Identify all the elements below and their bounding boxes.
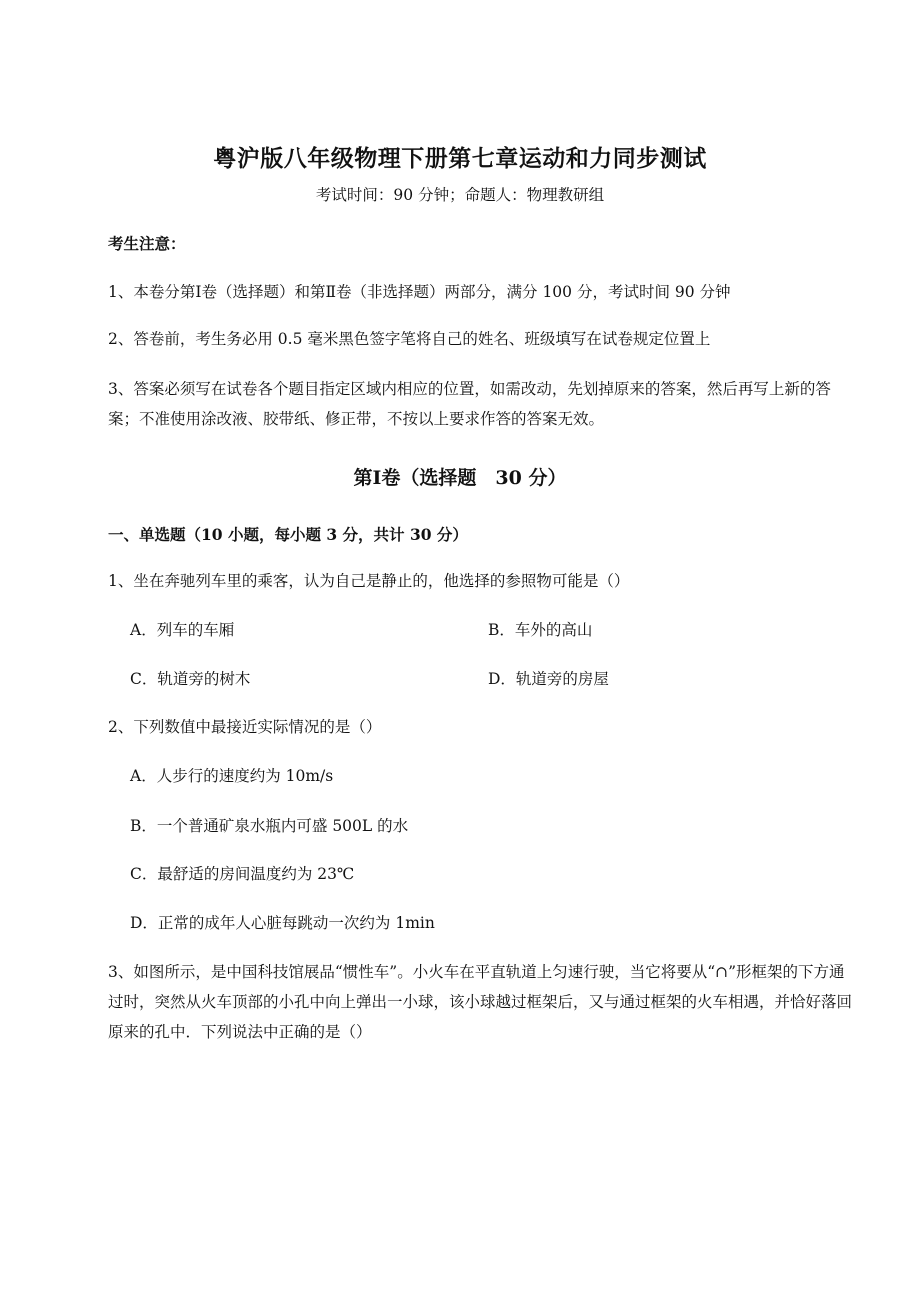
question-3-stem: 3、如图所示，是中国科技馆展品“惯性车”。小火车在平直轨道上匀速行驶，当它将要从“∩”形框架的下方通过时，突然从火车顶部的小孔中向上弹出一小球，该小球越过框架后，又与通过框架的火车相遇，并恰好落回原来的孔中．下列说法中正确的是（）: [108, 963, 853, 1041]
question-2-option-b: B．一个普通矿泉水瓶内可盛 500L 的水: [130, 817, 409, 835]
part-heading: 一、单选题（10 小题，每小题 3 分，共计 30 分）: [108, 525, 468, 544]
question-1-option-b: B．车外的高山: [488, 621, 593, 639]
question-1-option-c: C．轨道旁的树木: [130, 670, 251, 688]
section-title: 第Ⅰ卷（选择题 30 分）: [353, 467, 567, 489]
question-2-option-a: A．人步行的速度约为 10m/s: [130, 767, 334, 785]
question-1-stem: 1、坐在奔驰列车里的乘客，认为自己是静止的，他选择的参照物可能是（）: [108, 572, 630, 590]
exam-title: 粤沪版八年级物理下册第七章运动和力同步测试: [213, 145, 707, 172]
notice-item-1: 1、本卷分第Ⅰ卷（选择题）和第Ⅱ卷（非选择题）两部分，满分 100 分，考试时间 90 分钟: [108, 283, 731, 301]
question-1-option-a: A．列车的车厢: [130, 621, 235, 639]
question-1-option-d: D．轨道旁的房屋: [488, 670, 609, 688]
question-2-option-c: C．最舒适的房间温度约为 23℃: [130, 865, 355, 883]
notice-heading: 考生注意：: [108, 234, 186, 253]
notice-item-2: 2、答卷前，考生务必用 0.5 毫米黑色签字笔将自己的姓名、班级填写在试卷规定位置上: [108, 330, 711, 348]
notice-item-3: 3、答案必须写在试卷各个题目指定区域内相应的位置，如需改动，先划掉原来的答案，然后再写上新的答案；不准使用涂改液、胶带纸、修正带，不按以上要求作答的答案无效。: [108, 380, 831, 428]
question-2-option-d: D．正常的成年人心脏每跳动一次约为 1min: [130, 914, 435, 932]
question-2-stem: 2、下列数值中最接近实际情况的是（）: [108, 718, 382, 736]
exam-subtitle: 考试时间：90 分钟；命题人：物理教研组: [315, 186, 605, 204]
